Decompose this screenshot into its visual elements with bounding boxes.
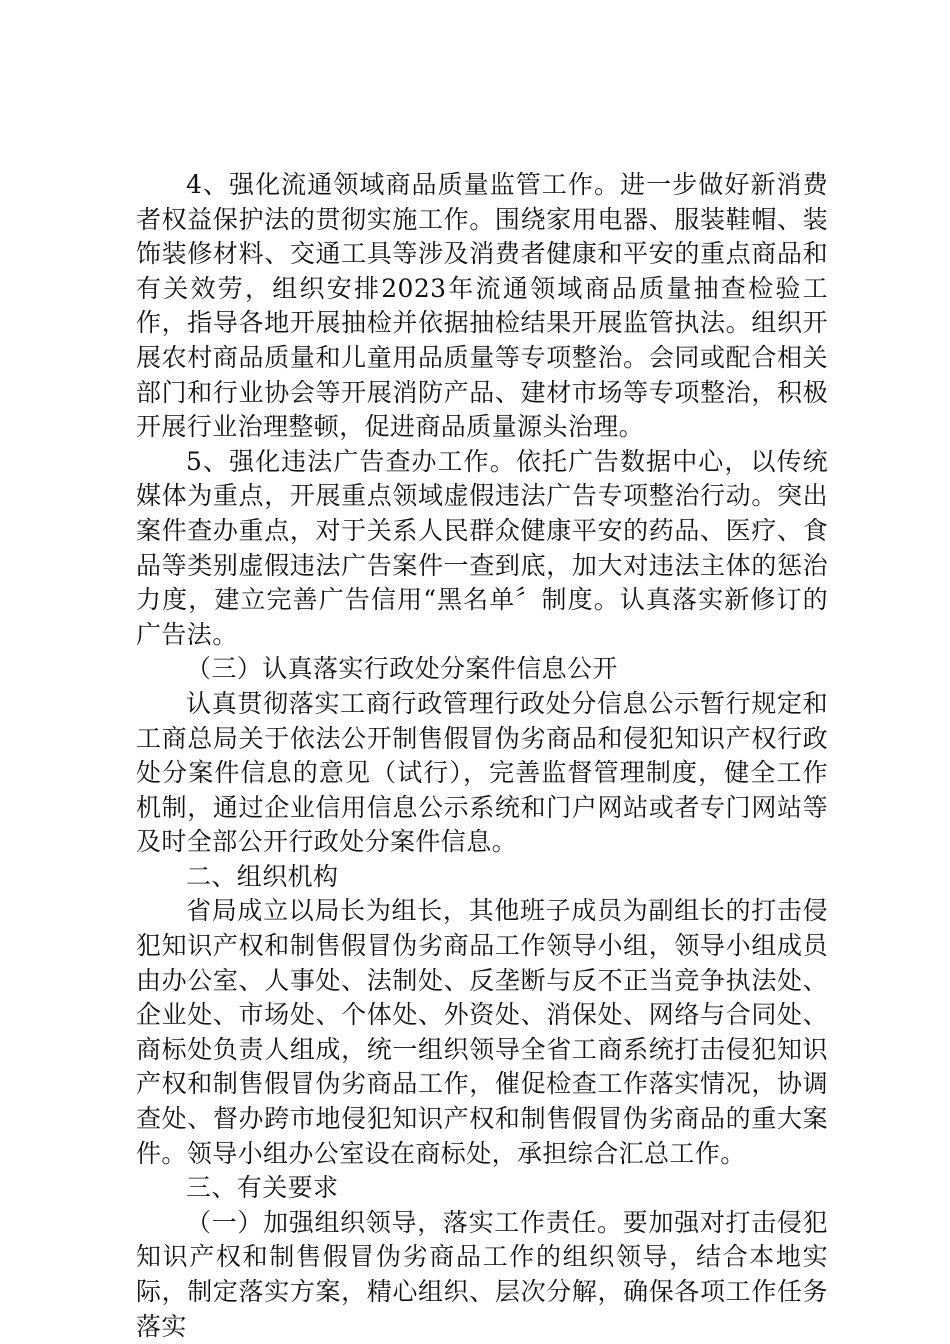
section-heading-organization: 二、组织机构 — [186, 861, 339, 891]
paragraph-organization: 省局成立以局长为组长，其他班子成员为副组长的打击侵犯知识产权和制售假冒伪劣商品工作领导小组，领导小组成员由办公室、人事处、法制处、反垄断与反不正当竞争执法处、企业处、市场处、个体处、外资处、消保处、网络与合同处、商标处负责人组成，统一组织领导全省工商系统打击侵犯知识产权和制售假冒伪劣商品工作，催促检查工作落实情况，协调查处、督办跨市地侵犯知识产权和制售假冒伪劣商品的重大案件。领导小组办公室设在商标处，承担综合汇总工作。 — [136, 896, 828, 1168]
section-heading-administrative-penalty-disclosure: （三）认真落实行政处分案件信息公开 — [186, 654, 618, 684]
paragraph-requirement-1: （一）加强组织领导，落实工作责任。要加强对打击侵犯知识产权和制售假冒伪劣商品工作的组织领导，结合本地实际，制定落实方案，精心组织、层次分解，确保各项工作任务落实 — [136, 1207, 828, 1341]
section-heading-requirements: 三、有关要求 — [186, 1173, 339, 1203]
paragraph-penalty-disclosure: 认真贯彻落实工商行政管理行政处分信息公示暂行规定和工商总局关于依法公开制售假冒伪劣商品和侵犯知识产权行政处分案件信息的意见（试行），完善监督管理制度，健全工作机制，通过企业信用信息公示系统和门户网站或者专门网站等及时全部公开行政处分案件信息。 — [136, 688, 828, 857]
paragraph-item-5-illegal-advertising: 5、强化违法广告查办工作。依托广告数据中心，以传统媒体为重点，开展重点领域虚假违法广告专项整治行动。突出案件查办重点，对于关系人民群众健康平安的药品、医疗、食品等类别虚假违法广告案件一查到底，加大对违法主体的惩治力度，建立完善广告信用“黑名单〞制度。认真落实新修订的广告法。 — [136, 446, 828, 649]
paragraph-item-4-quality-supervision: 4、强化流通领域商品质量监管工作。进一步做好新消费者权益保护法的贯彻实施工作。围绕家用电器、服装鞋帽、装饰装修材料、交通工具等涉及消费者健康和平安的重点商品和有关效劳，组织安排2023年流通领域商品质量抽查检验工作，指导各地开展抽检并依据抽检结果开展监管执法。组织开展农村商品质量和儿童用品质量等专项整治。会同或配合相关部门和行业协会等开展消防产品、建材市场等专项整治，积极开展行业治理整顿，促进商品质量源头治理。 — [136, 170, 828, 442]
document-body — [136, 168, 828, 1344]
